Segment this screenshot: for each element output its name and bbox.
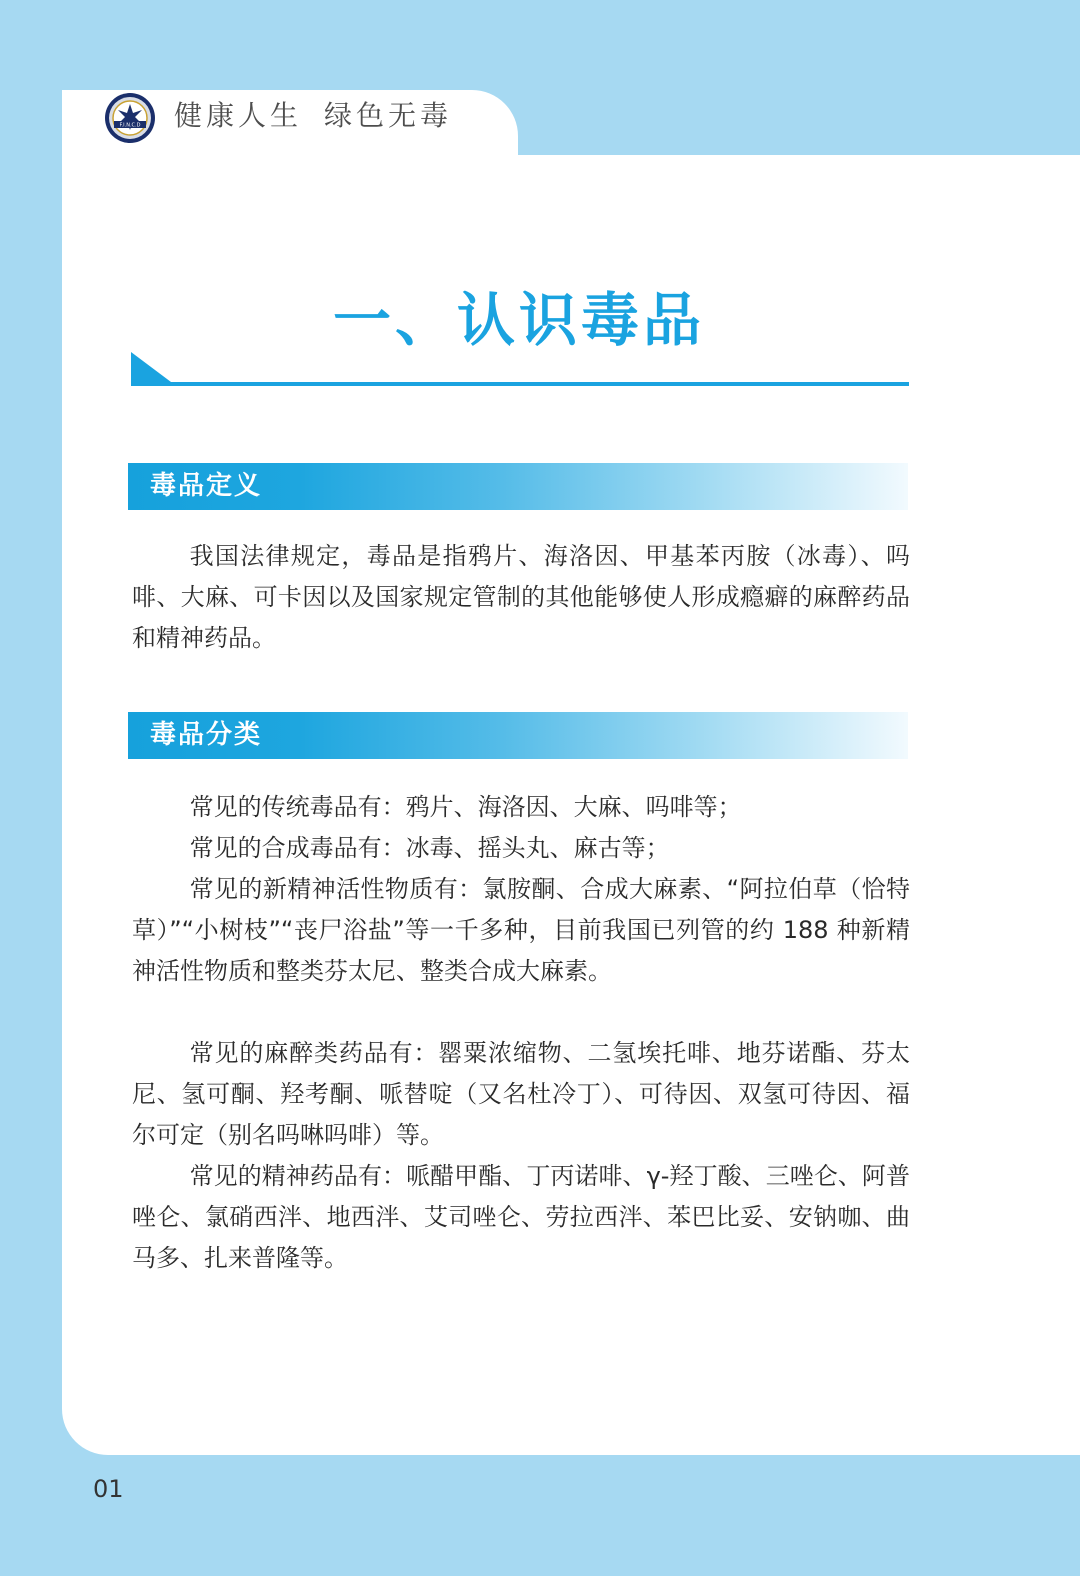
emblem-logo (104, 92, 156, 144)
header-slogan (174, 96, 452, 136)
title-underline (131, 352, 911, 392)
definition-paragraph: 我国法律规定，毒品是指鸦片、海洛因、甲基苯丙胺（冰毒）、吗啡、大麻、可卡因以及国家规定管制的其他能够使人形成瘾癖的麻醉药品和精神药品。 (132, 542, 910, 652)
svg-text:F.I.N.C.D: F.I.N.C.D (119, 122, 141, 129)
classification-paragraph-synthetic: 常见的合成毒品有：冰毒、摇头丸、麻古等； (189, 834, 670, 862)
page-title: 一、认识毒品 (332, 286, 705, 354)
classification-paragraph-nps: 常见的新精神活性物质有：氯胺酮、合成大麻素、“阿拉伯草（恰特草）”“小树枝”“丧尸浴盐”等一千多种，目前我国已列管的约 188 种新精神活性物质和整类芬太尼、整类合成大麻素。 (132, 875, 910, 985)
slogan-part-1: 健康人生 (174, 99, 303, 132)
section-heading-classification (128, 712, 908, 759)
classification-paragraph-traditional: 常见的传统毒品有：鸦片、海洛因、大麻、吗啡等； (189, 793, 742, 821)
slogan-part-2: 绿色无毒 (324, 99, 453, 132)
section-heading-label: 毒品定义 (150, 471, 263, 501)
section-heading-definition (128, 463, 908, 510)
section-heading-label: 毒品分类 (150, 720, 263, 750)
classification-paragraph-psychotropics: 常见的精神药品有：哌醋甲酯、丁丙诺啡、γ-羟丁酸、三唑仑、阿普唑仑、氯硝西泮、地西泮、艾司唑仑、劳拉西泮、苯巴比妥、安钠咖、曲马多、扎来普隆等。 (132, 1162, 910, 1272)
classification-paragraph-narcotics: 常见的麻醉类药品有：罂粟浓缩物、二氢埃托啡、地芬诺酯、芬太尼、氢可酮、羟考酮、哌替啶（又名杜冷丁）、可待因、双氢可待因、福尔可定（别名吗啉吗啡）等。 (132, 1039, 910, 1149)
page-number: 01 (93, 1475, 124, 1503)
